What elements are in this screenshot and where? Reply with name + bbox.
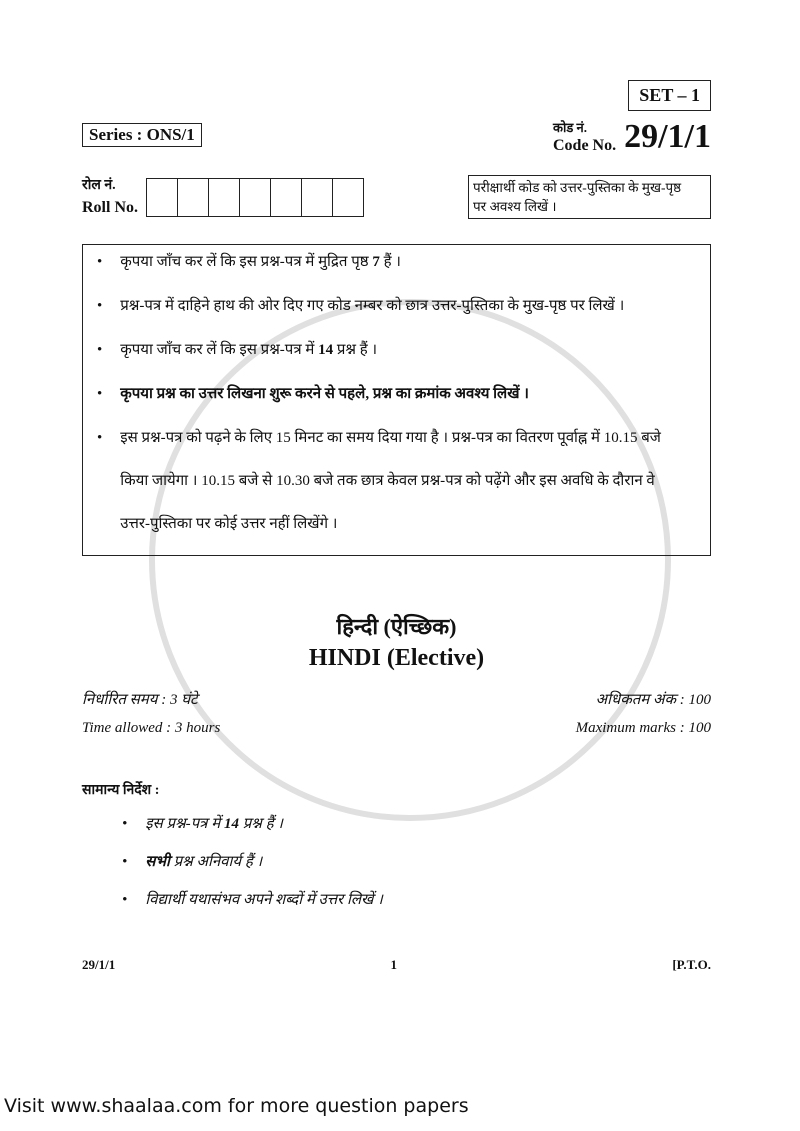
- instruction-5-line-3: उत्तर-पुस्तिका पर कोई उत्तर नहीं लिखेंगे ।: [120, 516, 338, 532]
- general-item-3: • विद्यार्थी यथासंभव अपने शब्दों में उत्तर लिखें ।: [122, 892, 383, 908]
- series-box: Series : ONS/1: [82, 123, 202, 147]
- title-english: HINDI (Elective): [308, 645, 485, 671]
- roll-row: [82, 155, 711, 219]
- general-item-1: • इस प्रश्न-पत्र में 14 प्रश्न हैं ।: [122, 816, 283, 832]
- set-box: SET – 1: [628, 80, 711, 111]
- instruction-2: • प्रश्न-पत्र में दाहिने हाथ की ओर दिए गए कोड नम्बर को छात्र उत्तर-पुस्तिका के मुख-पृष्ठ पर लिखें ।: [97, 298, 625, 314]
- candidate-note: परीक्षार्थी कोड को उत्तर-पुस्तिका के मुख-पृष्ठ पर अवश्य लिखें ।: [468, 175, 711, 219]
- instruction-5: • इस प्रश्न-पत्र को पढ़ने के लिए 15 मिनट का समय दिया गया है । प्रश्न-पत्र का वितरण पूर्वाह्न में 10.15 बजे किया जायेगा । 10.15 बजे से 10.30 बजे तक छात्र केवल प्रश्न-पत्र को पढ़ेंगे और इस अवधि के दौरान वे उत्तर-पुस्तिका पर कोई उत्तर नहीं लिखेंगे ।: [97, 427, 696, 535]
- footer-code: 29/1/1: [82, 957, 116, 972]
- general-item-2: • सभी प्रश्न अनिवार्य हैं ।: [122, 854, 263, 870]
- instruction-5-line-1: इस प्रश्न-पत्र को पढ़ने के लिए 15 मिनट का समय दिया गया है । प्रश्न-पत्र का वितरण पूर्वाह्न में 10.15 बजे: [120, 430, 661, 446]
- code-label-en: Code No.: [552, 137, 617, 154]
- general-instructions: [122, 813, 711, 927]
- instructions-box: [82, 244, 711, 556]
- max-marks-hi: अधिकतम अंक : 100: [595, 692, 711, 708]
- roll-label-en: Roll No.: [82, 199, 138, 216]
- roll-label-hi: रोल नं.: [82, 178, 116, 193]
- code-label-hi: कोड नं.: [552, 120, 588, 135]
- general-instructions-heading: सामान्य निर्देश :: [82, 783, 160, 798]
- max-marks-en: Maximum marks : 100: [575, 720, 711, 736]
- instruction-4: • कृपया प्रश्न का उत्तर लिखना शुरू करने से पहले, प्रश्न का क्रमांक अवश्य लिखें ।: [97, 386, 529, 402]
- code-block: [553, 119, 711, 155]
- series-code-row: [82, 111, 711, 155]
- title-hindi: हिन्दी (ऐच्छिक): [336, 614, 457, 639]
- instruction-3: • कृपया जाँच कर लें कि इस प्रश्न-पत्र में 14 प्रश्न हैं ।: [97, 342, 378, 358]
- pto-label: [P.T.O.: [672, 957, 711, 972]
- time-allowed-en: Time allowed : 3 hours: [82, 720, 221, 736]
- code-number: 29/1/1: [624, 118, 711, 155]
- instruction-5-line-2: किया जायेगा । 10.15 बजे से 10.30 बजे तक छात्र केवल प्रश्न-पत्र को पढ़ेंगे और इस अवधि के दौरान वे: [120, 473, 655, 489]
- shaalaa-note: Visit www.shaalaa.com for more question papers: [4, 1095, 469, 1117]
- roll-number-field[interactable]: [146, 178, 364, 217]
- instruction-1: • कृपया जाँच कर लें कि इस प्रश्न-पत्र में मुद्रित पृष्ठ 7 हैं ।: [97, 254, 401, 270]
- footer: [82, 957, 711, 973]
- time-allowed-hi: निर्धारित समय : 3 घंटे: [82, 692, 198, 708]
- page-number: 1: [390, 957, 398, 972]
- time-marks: [82, 686, 711, 742]
